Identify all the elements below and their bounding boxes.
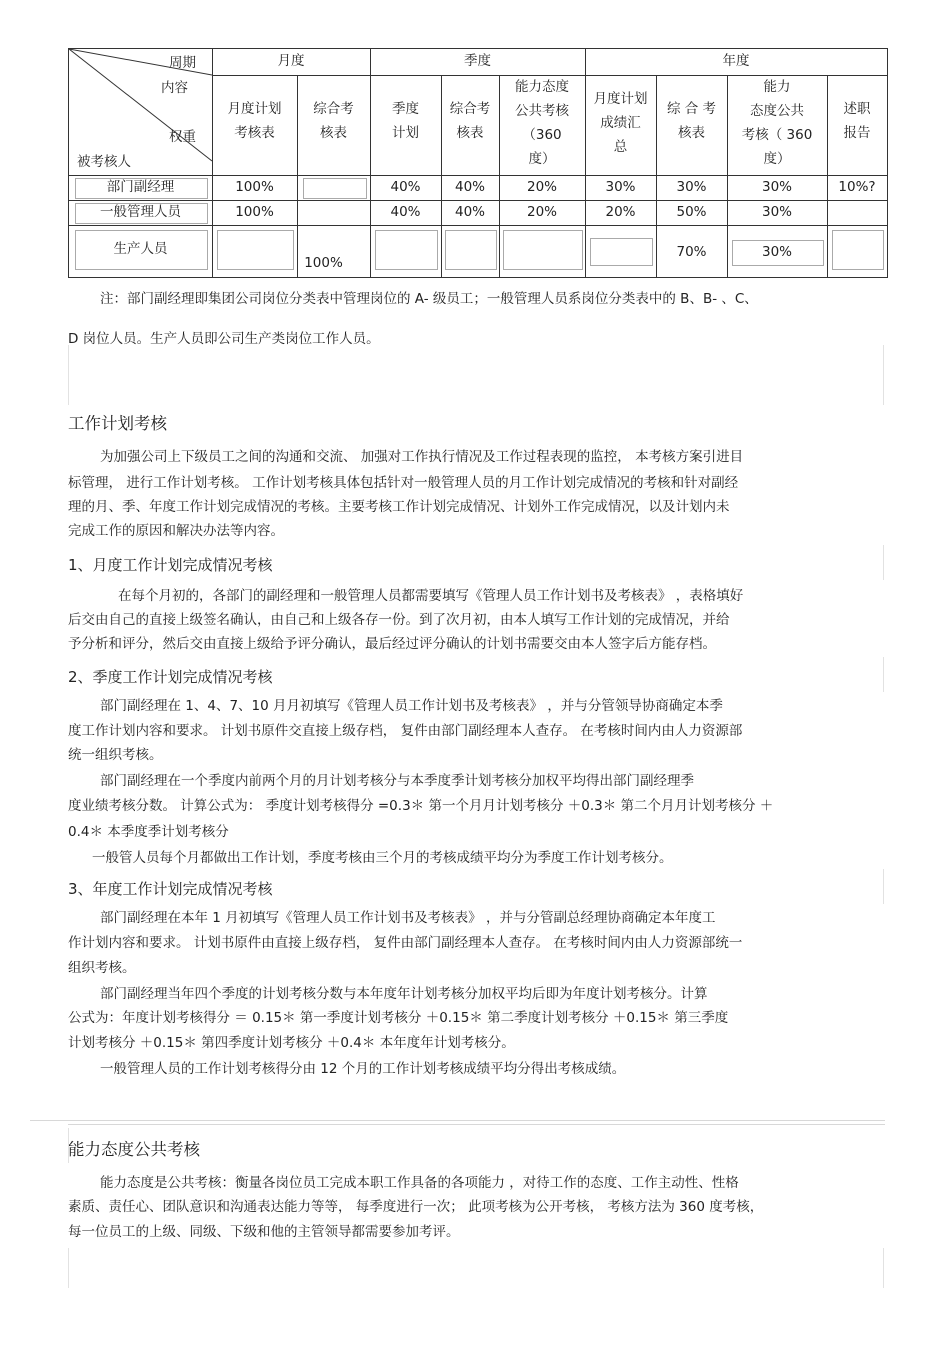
- table-cell: 30%: [761, 244, 792, 260]
- paragraph-line: 完成工作的原因和解决办法等内容。: [68, 523, 284, 539]
- paragraph-line: 一般管理人员的工作计划考核得分由 12 个月的工作计划考核成绩平均分得出考核成绩。: [100, 1061, 626, 1077]
- field-box: [732, 240, 824, 266]
- header-monthly-plan: 月度计划 考核表: [227, 101, 282, 141]
- paragraph-line: 部门副经理在 1、4、7、10 月月初填写《管理人员工作计划书及考核表》 ，并与分管领导协商确定本季: [100, 698, 723, 714]
- table-cell: 40%: [454, 204, 485, 220]
- field-box: [375, 230, 438, 270]
- table-cell: 50%: [676, 204, 707, 220]
- table-cell: 30%: [605, 179, 636, 195]
- paragraph-line: 度业绩考核分数。 计算公式为： 季度计划考核得分 =0.3＊ 第一个月月计划考核分 ＋0.3＊ 第二个月月计划考核分 ＋: [68, 798, 774, 814]
- header-monthly-comp: 综合考 核表: [313, 101, 354, 141]
- paragraph-line: 统一组织考核。: [68, 747, 163, 763]
- header-annual-ability: 能力 态度公共 考核（ 360 度）: [741, 79, 813, 167]
- table-cell: 40%: [390, 179, 421, 195]
- paragraph-line: 为加强公司上下级员工之间的沟通和交流、 加强对工作执行情况及工作过程表现的监控， 本考核方案引进目: [100, 449, 744, 465]
- paragraph-line: 0.4＊ 本季度季计划考核分: [68, 824, 229, 840]
- table-cell: 20%: [526, 204, 557, 220]
- paragraph-line: 部门副经理在一个季度内前两个月的月计划考核分与本季度季计划考核分加权平均得出部门副经理季: [100, 773, 694, 789]
- header-annual-plan: 月度计划 成绩汇 总: [593, 91, 648, 155]
- header-quarter-plan: 季度 计划: [392, 101, 419, 141]
- header-annual-comp: 综 合 考 核表: [666, 101, 717, 141]
- paragraph-line: 计划考核分 ＋0.15＊ 第四季度计划考核分 ＋0.4＊ 本年度年计划考核分。: [68, 1035, 515, 1051]
- table-cell: 40%: [390, 204, 421, 220]
- row-name: 生产人员: [113, 241, 168, 257]
- table-cell: 20%: [605, 204, 636, 220]
- field-box: [590, 238, 653, 266]
- paragraph-line: 标管理， 进行工作计划考核。 工作计划考核具体包括针对一般管理人员的月工作计划完成情况的考核和针对副经: [68, 475, 739, 491]
- group-monthly: 月度: [277, 53, 305, 69]
- field-box: [832, 230, 884, 270]
- table-cell: 100%: [235, 179, 274, 195]
- header-quarter-comp: 综合考 核表: [449, 101, 491, 141]
- paragraph-line: 部门副经理在本年 1 月初填写《管理人员工作计划书及考核表》 ，并与分管副总经理协商确定本年度工: [100, 910, 716, 926]
- paragraph-line: 素质、责任心、团队意识和沟通表达能力等等， 每季度进行一次； 此项考核为公开考核， 考核方法为 360 度考核，: [68, 1199, 764, 1215]
- paragraph-line: 公式为：年度计划考核得分 ＝ 0.15＊ 第一季度计划考核分 ＋0.15＊ 第二季度计划考核分 ＋0.15＊ 第三季度: [68, 1010, 729, 1026]
- corner-assessee-label: 被考核人: [77, 154, 131, 170]
- table-cell: 40%: [454, 179, 485, 195]
- row-name: 一般管理人员: [100, 204, 181, 220]
- field-box: [75, 230, 208, 270]
- paragraph-line: 每一位员工的上级、同级、下级和他的主管领导都需要参加考评。: [68, 1224, 460, 1240]
- section-title-ability-attitude: 能力态度公共考核: [68, 1140, 200, 1159]
- table-cell: 100%: [304, 255, 343, 271]
- note-line-2: D 岗位人员。生产人员即公司生产类岗位工作人员。: [68, 331, 380, 347]
- paragraph-line: 能力态度是公共考核：衡量各岗位员工完成本职工作具备的各项能力 ，对待工作的态度、工作主动性、性格: [100, 1175, 739, 1191]
- corner-content-label: 内容: [161, 80, 188, 96]
- paragraph-line: 部门副经理当年四个季度的计划考核分数与本年度年计划考核分加权平均后即为年度计划考核分。计算: [100, 986, 708, 1002]
- paragraph-line: 组织考核。: [68, 960, 136, 976]
- field-box: [75, 203, 208, 224]
- row-name: 部门副经理: [106, 179, 175, 195]
- subsection-title-annual: 3、年度工作计划完成情况考核: [68, 880, 273, 898]
- paragraph-line: 理的月、季、年度工作计划完成情况的考核。主要考核工作计划完成情况、计划外工作完成情况，以及计划内未: [68, 499, 730, 515]
- group-quarterly: 季度: [464, 53, 491, 69]
- group-annual: 年度: [722, 53, 750, 69]
- section-title-work-plan: 工作计划考核: [68, 414, 167, 433]
- section-divider: [30, 1120, 885, 1121]
- field-box: [503, 230, 583, 270]
- paragraph-line: 作计划内容和要求。 计划书原件由直接上级存档， 复件由部门副经理本人查存。 在考核时间内由人力资源部统一: [68, 935, 743, 951]
- header-annual-report: 述职 报告: [843, 101, 871, 141]
- field-box: [445, 230, 497, 270]
- subsection-title-quarterly: 2、季度工作计划完成情况考核: [68, 668, 273, 686]
- corner-weight-label: 权重: [169, 129, 196, 145]
- paragraph-line: 一般管人员每个月都做出工作计划，季度考核由三个月的考核成绩平均分为季度工作计划考核分。: [92, 850, 673, 866]
- paragraph-line: 度工作计划内容和要求。 计划书原件交直接上级存档， 复件由部门副经理本人查存。 在考核时间内由人力资源部: [68, 723, 743, 739]
- subsection-title-monthly: 1、月度工作计划完成情况考核: [68, 556, 273, 574]
- corner-period-label: 周期: [169, 55, 196, 71]
- header-quarter-ability: 能力态度 公共考核 （360 度）: [515, 79, 569, 167]
- note-line-1: 注：部门副经理即集团公司岗位分类表中管理岗位的 A- 级员工；一般管理人员系岗位分类表中的 B、B- 、C、: [100, 291, 758, 307]
- field-box: [217, 230, 294, 270]
- field-box: [303, 178, 367, 199]
- paragraph-line: 后交由自己的直接上级签名确认，由自己和上级各存一份。到了次月初，由本人填写工作计划的完成情况，并给: [68, 612, 730, 628]
- weight-table: [68, 48, 888, 278]
- paragraph-line: 予分析和评分，然后交由直接上级给予评分确认，最后经过评分确认的计划书需要交由本人签字后方能存档。: [68, 636, 716, 652]
- table-cell: 20%: [526, 179, 557, 195]
- table-cell: 70%: [676, 244, 707, 260]
- table-cell: 100%: [235, 204, 274, 220]
- table-cell: 30%: [761, 179, 792, 195]
- field-box: [75, 178, 208, 199]
- table-cell: 30%: [761, 204, 792, 220]
- paragraph-line: 在每个月初的，各部门的副经理和一般管理人员都需要填写《管理人员工作计划书及考核表》 ，表格填好: [118, 588, 744, 604]
- table-cell: 10%?: [838, 179, 876, 195]
- table-cell: 30%: [676, 179, 707, 195]
